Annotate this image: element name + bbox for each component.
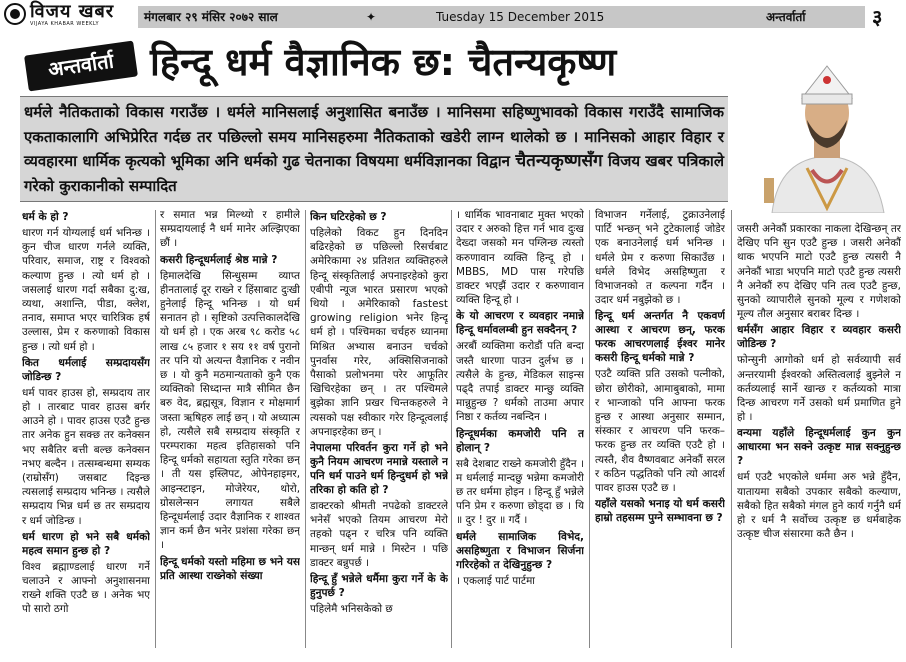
article-column-4 bbox=[456, 208, 584, 648]
intro-box bbox=[20, 96, 728, 202]
question-heading: नेपालमा परिवर्तन कुरा गर्ने हो भने कुनै नियम आचरण नमान्ने यस्ताले न पनि धर्म पाउने धर्म हिन्दुधर्म हो भन्ने तरिका हो कति हो ? bbox=[310, 442, 448, 497]
logo-tagline: VIJAYA KHABAR WEEKLY bbox=[30, 21, 100, 27]
column-rule bbox=[451, 210, 452, 648]
answer-paragraph: धर्म पावर हाउस हो, सम्प्रदाय तार हो । तारबाट पावर हाउस बर्गर आउने हो । पावर हाउस एउटै हुन्छ तार अनेक हुन सक्छ तर कनेक्सन भए सबैतिर बत्ती बल्छ कनेक्सन नभए बल्दैन । तत्सम्बन्धमा सम्यक (राम्रोसँग) जसबाट दिइन्छ त्यसलाई सम्प्रदाय भनिन्छ । त्यसैले सम्प्रदाय भिन्न धर्म छ तर सम्प्रदाय र धर्म जोडिन्छ । bbox=[22, 386, 150, 527]
answer-paragraph: पहिलेको विकट हुन दिनदिन बढिरहेको छ पछिल्लो रिसर्चबाट अमेरिकामा २४ प्रतिशत व्यक्तिहरुले हिन्दू संस्कृतिलाई अपनाइरहेको कुरा एबीपी न्यूज भारत प्रसारण भएको थियो । अमेरिकाको fastest growing religion भनेर हिन्दू धर्म हो । पश्चिमका चर्चहरु ध्यानमा मिश्रित अभ्यास बनाउन चर्चको पुनर्वास गरेर, अक्सिसिजनाको पैसाको प्रलोभनमा परेर आफूतिर खिचिरहेका छन् । तर पश्चिमले बुझेका ज्ञानि प्रखर चिन्तकहरुले ने त्यसको पक्ष स्वीकार गरेर हिन्दूत्वलाई अपनाइरहेका छन् । bbox=[310, 227, 448, 438]
date-english: Tuesday 15 December 2015 bbox=[436, 10, 605, 24]
page-number: ३ bbox=[872, 5, 883, 29]
answer-paragraph: पहिलेमै भनिसकेको छ bbox=[310, 603, 393, 616]
answer-paragraph: एउटै व्यक्ति प्रति उसको पत्नीको, छोरा छोरीको, आमाबुबाको, मामा र भान्जाको पनि आफ्ना फरक हुन्छ र आस्था अनुसार सम्मान, संस्कार र आचरण पनि फरक–फरक हुन्छ तर व्यक्ति एउटै हो । त्यस्तै, शैव वैष्णवबाट अनेकौं सरल र कठिन पद्धतिको पनि त्यो आदर्श पावर हाउस एउटै छ । bbox=[595, 368, 725, 495]
headline: हिन्दू धर्म वैज्ञानिक छ: चैतन्यकृष्ण bbox=[150, 40, 617, 84]
question-heading: धर्म धारण हो भने सबै धर्मको महत्व समान हुन्छ हो ? bbox=[22, 530, 150, 557]
article-column-3 bbox=[310, 208, 448, 648]
question-heading: के यो आचरण र व्यवहार नमान्ने हिन्दू धर्मावलम्बी हुन सक्दैनन् ? bbox=[456, 310, 584, 337]
answer-paragraph: हिमालदेखि सिन्धुसम्म व्याप्त हीनतालाई दूर राख्ने र हिंसाबाट दुःखी हुनेलाई हिन्दू भनिन्छ । यो धर्म सनातन हो । सृष्टिको उत्पत्तिकालदेखि यो धर्म हो । एक अरब ९८ करोड ५८ लाख ८५ हजार १ सय ११ वर्ष पुरानो तर पनि यो अत्यन्त वैज्ञानिक र नवीन छ । यो कुनै मठमान्यताको कुनै एक व्यक्तिको सिध्दान्त मात्रै सीमित छैन बरु वेद, ब्रह्मसूत्र, विज्ञान र मोक्षमार्ग जस्ता ऋषिहरु लाई छन् । यो अध्यात्म हो, त्यसैले सबै सम्प्रदाय संस्कृति र परम्पराका महत्व इतिहासको पनि हिन्दू धर्मको सहायता स्तुति गरेका छन् । ती यस इस्लिपट, ओपेनहाइमर, आइन्स्टाइन, मोजेरेयर, थोरो, ग्रोसलेन्सन लगायत सबैले हिन्दूधर्मलाई उदार वैज्ञानिक र शाश्वत ज्ञान कर्म छैन भनेर प्रशंसा गरेका छन् । bbox=[160, 269, 300, 552]
answer-paragraph: सबै देशबाट राख्ने कमजोरी हुँदैन । म धर्मलाई मान्दछु भन्नेमा कमजोरी छ तर धर्ममा होइन । हिन्दू हुँ भन्नेले पनि प्रेम र करुणा छोड्दा छ । यि ॥ दुर ! दुर ॥ गर्दै । bbox=[456, 457, 584, 527]
answer-paragraph: धारण गर्न योग्यलाई धर्म भनिन्छ । कुन चीज धारण गर्नले व्यक्ति, परिवार, समाज, राष्ट्र र विश्वको कल्याण हुन्छ । त्यो धर्म हो । जसलाई धारण गर्दा सबैका दु:ख, व्यथा, अशान्ति, पीडा, क्लेश, तनाव, समाप्त भएर चारित्रिक हर्ष उल्लास, प्रेम र करुणाको विकास हुन्छ । त्यो धर्म हो । bbox=[22, 227, 150, 353]
section-badge: अन्तर्वार्ता bbox=[24, 41, 138, 92]
portrait-icon bbox=[752, 58, 902, 213]
question-heading: किन घटिरहेको छ ? bbox=[310, 211, 387, 223]
column-rule bbox=[155, 210, 156, 648]
section-name: अन्तर्वार्ता bbox=[766, 10, 806, 24]
answer-paragraph: र समात भन्न मिल्थ्यो र हामीले सम्प्रदायलाई नै धर्म मानेर अल्झिएका छौं । bbox=[160, 209, 300, 250]
intro-text: धर्मले नैतिकताको विकास गराउँछ । धर्मले मानिसलाई अनुशासित बनाउँछ । मानिसमा सहिष्णुभावको विकास गराउँदै सामाजिक एकताकालागि अभिप्रेरित गर्दछ तर पछिल्लो समय मानिसहरुमा नैतिकताको खडेरी लाग्न थालेको छ । मानिसको आहार विहार र व्यवहारमा धार्मिक कृत्यको भूमिका अनि धर्मको गुढ चेतनाका विषयमा धर्मविज्ञानका विद्वान चैतन्यकृष्णसँग विजय खबर पत्रिकाले गरेको कुराकानीको सम्पादित bbox=[24, 103, 724, 195]
masthead bbox=[0, 0, 906, 30]
question-heading: धर्मले सामाजिक विभेद, असहिष्णुता र विभाजन सिर्जना गरिरहेको त देखिनुहुन्छ ? bbox=[456, 530, 584, 571]
article-column-6 bbox=[737, 222, 901, 662]
question-heading: धर्म के हो ? bbox=[22, 211, 69, 223]
article-column-5 bbox=[595, 208, 725, 648]
answer-paragraph: फोन्सुनी आगोको धर्म हो सर्वव्यापी सर्व अन्तरयामी ईश्वरको अस्तित्वलाई बुझ्नेले न कर्तव्यलाई सार्ने खान्छ र कर्तव्यको मात्रा दिन्छ आचरण गर्ने उसको धर्म प्रमाणित हुने हो । bbox=[737, 354, 901, 424]
date-nepali: मंगलबार २९ मंसिर २०७२ साल bbox=[144, 10, 278, 24]
question-heading: हिन्दू धर्मको यस्तो महिमा छ भने यस प्रति आस्था राख्नेको संख्या bbox=[160, 555, 300, 582]
answer-paragraph: विश्व ब्रह्माण्डलाई धारण गर्ने चलाउने र आफ्नो अनुशासनमा राख्ने शक्ति एउटै छ । अनेक भए पो सारो ठगो bbox=[22, 560, 150, 616]
question-heading: वन्यमा यहाँले हिन्दूधर्मलाई कुन कुन आधारमा भन सक्ने उत्कृष्ट मान्न सक्नुहुन्छ ? bbox=[737, 427, 901, 468]
star-icon: ✦ bbox=[366, 10, 377, 24]
question-heading: धर्मसँग आहार विहार र व्यवहार कसरी जोडिन्छ ? bbox=[737, 324, 901, 351]
answer-paragraph: । धार्मिक भावनाबाट मुक्त भएको उदार र अरुको हित्त गर्न भाव दुःख देख्दा जसको मन पग्लिन्छ त्यस्तो करुणावान व्यक्ति हिन्दू हो । MBBS, MD पास गरेपछि डाक्टर भएझैं उदार र करुणावान व्यक्ति हिन्दू हो । bbox=[456, 209, 584, 307]
logo-text: विजय खबर bbox=[30, 1, 115, 22]
answer-paragraph: जसरी अनेकौं प्रकारका नाकला देखिन्छन् तर देखिए पनि सुन एउटै हुन्छ । जसरी अनेकौं थाक भएपनि माटो एउटै हुन्छ त्यसरी नै अनेकौं भाडा भएपनि माटो एउटै हुन्छ त्यसरी नै अनेकौं रुप देखिए पनि तत्व एउटै हुन्छ, सुनको व्यापारीले सुनको मूल्य र गणेशको मूल्य तौल अनुसार बराबर दिन्छ । bbox=[737, 223, 901, 321]
question-heading: कसरी हिन्दूधर्मलाई श्रेष्ठ मान्ने ? bbox=[160, 253, 278, 266]
answer-paragraph: अरबौं व्यक्तिमा करोडौं पति बन्दा जस्तै धारणा पाउन दुर्लभ छ । त्यसैले के हुन्छ, मेडिकल साइन्स पढ्दै तपाई डाक्टर मान्छु व्यक्ति मान्नुहुन्छ ? धर्मको ताउमा अपार निष्ठा र कर्तव्य नबन्दिन । bbox=[456, 340, 584, 424]
column-rule bbox=[589, 210, 590, 648]
column-rule bbox=[731, 210, 732, 648]
question-heading: कित धर्मलाई सम्प्रदायसँग जोडिन्छ ? bbox=[22, 356, 150, 383]
header-strip bbox=[138, 6, 865, 28]
answer-paragraph: डाक्टरको श्रीमती नपढेको डाक्टरले भनेसँ भएको तियम आचरण मेरो तहको पढ्न र चरित्र पनि व्यक्ति मान्छन् धर्म मान्ने । मिस्टेन । पछि डाक्टर बन्नुपर्छ । bbox=[310, 500, 448, 569]
question-heading: हिन्दू धर्म अन्तर्गत नै एकवर्ण आस्था र आचरण छन्, फरक फरक आचरणलाई ईश्वर मानेर कसरी हिन्दू धर्मको मान्ने ? bbox=[595, 310, 725, 365]
article-column-2 bbox=[160, 208, 300, 648]
column-rule bbox=[305, 210, 306, 648]
question-heading: हिन्दूधर्मका कमजोरी पनि त होलान् ? bbox=[456, 427, 584, 454]
article-column-1 bbox=[22, 208, 150, 648]
portrait-photo bbox=[752, 58, 902, 213]
question-heading: हिन्दू हुँ भन्नेले धर्मैमा कुरा गर्ने के के हुनुपर्छ ? bbox=[310, 573, 448, 600]
answer-paragraph: । एकलाई पार्ट पार्टमा bbox=[456, 574, 535, 587]
answer-paragraph: धर्म एउटै भएकोले धर्ममा अरु भन्ने हुँदैन, यातायमा सबैको उपकार सबैको कल्याण, सबैको हित सबैको मंगल हुने कार्य गर्नुनै धर्म हो र धर्म नै सर्वोच्च उत्कृष्ट छ धर्मबाहेक उत्कृष्ट चीज संसारमा कतै छैन । bbox=[737, 471, 901, 541]
logo-emblem-icon bbox=[4, 3, 26, 25]
answer-paragraph: विभाजन गर्नेलाई, टुक्राउनेलाई पार्टि भन्छन् भने टुटेकालाई जोडेर एक बनाउनेलाई धर्म भनिन्छ । धर्मले प्रेम र करुणा सिकाउँछ । धर्मले विभेद असहिष्णुता र विभाजनको त कल्पना गर्दैन । उदार धर्म नबुझेको छ । bbox=[595, 209, 725, 307]
interviewee-name: चैतन्यकृष्णसँग bbox=[515, 151, 603, 171]
question-heading: यहाँले यसको भनाइ यो धर्म कसरी हाम्रो तहसम्म पुग्ने सम्भावना छ ? bbox=[595, 498, 725, 525]
